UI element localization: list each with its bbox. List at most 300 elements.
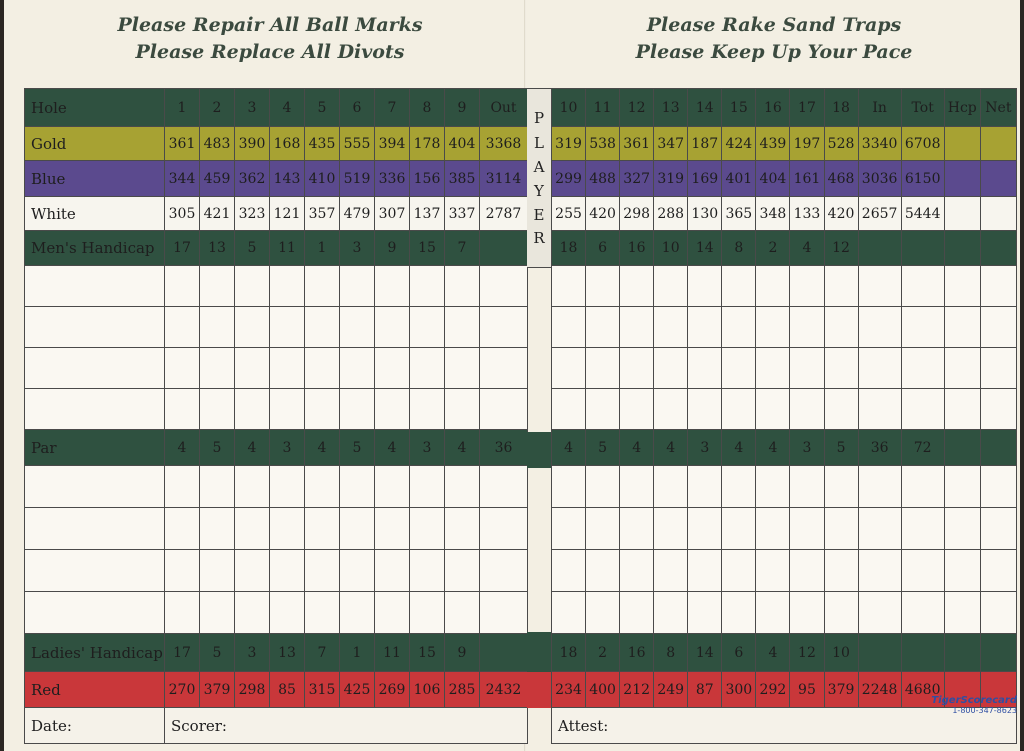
mens-handicap-row-cell: 6 xyxy=(586,231,620,266)
score-entry-cell[interactable] xyxy=(654,508,688,550)
mens-handicap-row xyxy=(552,231,1017,266)
tiger-scorecard-logo xyxy=(925,695,1017,719)
red-tee-row-cell: 285 xyxy=(445,672,480,708)
gold-tee-row-cell: 555 xyxy=(340,127,375,161)
score-entry-cell[interactable] xyxy=(410,550,445,592)
mens-handicap-row-cell xyxy=(858,231,901,266)
score-entry-cell[interactable] xyxy=(756,550,790,592)
score-entry-cell[interactable] xyxy=(305,466,340,508)
mens-handicap-row-cell: 16 xyxy=(620,231,654,266)
score-entry-cell[interactable] xyxy=(200,307,235,348)
score-entry-cell[interactable] xyxy=(165,592,200,634)
score-entry-cell[interactable] xyxy=(552,550,586,592)
mens-handicap-row-cell: 4 xyxy=(790,231,824,266)
hole-row-cell: Hcp xyxy=(944,89,980,127)
score-entry-cell[interactable] xyxy=(586,550,620,592)
score-entry-cell[interactable] xyxy=(586,348,620,389)
score-entry-cell[interactable] xyxy=(270,550,305,592)
gold-tee-row-cell: 319 xyxy=(552,127,586,161)
score-entry-cell[interactable] xyxy=(270,592,305,634)
score-entry-cell[interactable] xyxy=(858,266,901,307)
blue-tee-row-cell xyxy=(944,161,980,197)
attest-label[interactable]: Attest: xyxy=(552,708,1017,744)
player-score-row xyxy=(552,508,1017,550)
red-tee-row xyxy=(25,672,528,708)
blue-tee-row xyxy=(552,161,1017,197)
score-entry-cell[interactable] xyxy=(654,389,688,430)
score-entry-cell[interactable] xyxy=(25,266,165,307)
player-letter: E xyxy=(533,206,545,224)
ladies-handicap-row-cell xyxy=(480,634,528,672)
score-entry-cell[interactable] xyxy=(824,550,858,592)
score-entry-cell[interactable] xyxy=(480,307,528,348)
score-entry-cell[interactable] xyxy=(790,508,824,550)
par-row-cell: 36 xyxy=(480,430,528,466)
score-entry-cell[interactable] xyxy=(480,508,528,550)
score-entry-cell[interactable] xyxy=(688,508,722,550)
score-entry-cell[interactable] xyxy=(858,307,901,348)
score-entry-cell[interactable] xyxy=(480,389,528,430)
score-entry-cell[interactable] xyxy=(445,592,480,634)
score-entry-cell[interactable] xyxy=(586,307,620,348)
score-entry-cell[interactable] xyxy=(824,592,858,634)
score-entry-cell[interactable] xyxy=(410,466,445,508)
red-tee-row-cell: 2432 xyxy=(480,672,528,708)
score-entry-cell[interactable] xyxy=(552,389,586,430)
score-entry-cell[interactable] xyxy=(305,307,340,348)
par-row-cell: 4 xyxy=(165,430,200,466)
score-entry-cell[interactable] xyxy=(858,592,901,634)
score-entry-cell[interactable] xyxy=(410,592,445,634)
ladies-handicap-row-cell: 11 xyxy=(375,634,410,672)
red-band-gap xyxy=(527,672,551,708)
score-entry-cell[interactable] xyxy=(200,592,235,634)
hole-row-cell: Net xyxy=(980,89,1016,127)
score-entry-cell[interactable] xyxy=(901,508,944,550)
mens-handicap-row-cell xyxy=(901,231,944,266)
par-row-cell: 4 xyxy=(445,430,480,466)
score-entry-cell[interactable] xyxy=(901,266,944,307)
white-tee-row-cell xyxy=(980,197,1016,231)
score-entry-cell[interactable] xyxy=(305,389,340,430)
score-entry-cell[interactable] xyxy=(688,348,722,389)
score-entry-cell[interactable] xyxy=(235,550,270,592)
mens-handicap-row-cell: 13 xyxy=(200,231,235,266)
blue-tee-row-label: Blue xyxy=(25,161,165,197)
blue-tee-row-cell: 156 xyxy=(410,161,445,197)
score-entry-cell[interactable] xyxy=(722,307,756,348)
gold-tee-row-cell: 404 xyxy=(445,127,480,161)
score-entry-cell[interactable] xyxy=(270,508,305,550)
score-entry-cell[interactable] xyxy=(340,307,375,348)
gold-tee-row-label: Gold xyxy=(25,127,165,161)
score-entry-cell[interactable] xyxy=(235,466,270,508)
score-entry-cell[interactable] xyxy=(375,266,410,307)
gold-tee-row-cell: 361 xyxy=(620,127,654,161)
score-entry-cell[interactable] xyxy=(620,466,654,508)
score-entry-cell[interactable] xyxy=(305,550,340,592)
blue-tee-row-cell: 410 xyxy=(305,161,340,197)
score-entry-cell[interactable] xyxy=(824,307,858,348)
score-entry-cell[interactable] xyxy=(410,508,445,550)
score-entry-cell[interactable] xyxy=(756,508,790,550)
white-tee-row-cell: 2657 xyxy=(858,197,901,231)
score-entry-cell[interactable] xyxy=(944,592,980,634)
score-entry-cell[interactable] xyxy=(165,348,200,389)
mens-handicap-row-cell: 17 xyxy=(165,231,200,266)
blue-tee-row-cell: 488 xyxy=(586,161,620,197)
score-entry-cell[interactable] xyxy=(944,307,980,348)
player-score-row xyxy=(25,550,528,592)
score-entry-cell[interactable] xyxy=(235,266,270,307)
score-entry-cell[interactable] xyxy=(25,348,165,389)
hole-row xyxy=(552,89,1017,127)
score-entry-cell[interactable] xyxy=(980,307,1016,348)
date-label[interactable]: Date: xyxy=(25,708,165,744)
ladies-handicap-row-cell: 10 xyxy=(824,634,858,672)
score-entry-cell[interactable] xyxy=(901,389,944,430)
score-entry-cell[interactable] xyxy=(722,550,756,592)
par-band-gap xyxy=(527,432,551,468)
hole-row-cell: 7 xyxy=(375,89,410,127)
par-row-cell: 36 xyxy=(858,430,901,466)
score-entry-cell[interactable] xyxy=(858,550,901,592)
score-entry-cell[interactable] xyxy=(980,550,1016,592)
blue-tee-row-cell: 362 xyxy=(235,161,270,197)
score-entry-cell[interactable] xyxy=(620,266,654,307)
score-entry-cell[interactable] xyxy=(688,389,722,430)
mens-handicap-row-cell: 15 xyxy=(410,231,445,266)
score-entry-cell[interactable] xyxy=(25,592,165,634)
score-entry-cell[interactable] xyxy=(375,466,410,508)
score-entry-cell[interactable] xyxy=(235,307,270,348)
score-entry-cell[interactable] xyxy=(980,592,1016,634)
blue-tee-row-cell: 161 xyxy=(790,161,824,197)
blue-tee-row-cell: 299 xyxy=(552,161,586,197)
score-entry-cell[interactable] xyxy=(756,348,790,389)
score-entry-cell[interactable] xyxy=(722,508,756,550)
score-entry-cell[interactable] xyxy=(722,389,756,430)
score-entry-cell[interactable] xyxy=(552,348,586,389)
score-entry-cell[interactable] xyxy=(375,389,410,430)
score-entry-cell[interactable] xyxy=(410,307,445,348)
red-tee-row-cell: 4680 xyxy=(901,672,944,708)
score-entry-cell[interactable] xyxy=(654,592,688,634)
score-entry-cell[interactable] xyxy=(790,592,824,634)
score-entry-cell[interactable] xyxy=(980,348,1016,389)
mens-handicap-row-cell: 10 xyxy=(654,231,688,266)
red-tee-row-cell: 298 xyxy=(235,672,270,708)
score-entry-cell[interactable] xyxy=(901,466,944,508)
score-entry-cell[interactable] xyxy=(620,389,654,430)
score-entry-cell[interactable] xyxy=(654,550,688,592)
score-entry-cell[interactable] xyxy=(620,592,654,634)
score-entry-cell[interactable] xyxy=(944,508,980,550)
score-entry-cell[interactable] xyxy=(654,266,688,307)
score-entry-cell[interactable] xyxy=(586,592,620,634)
score-entry-cell[interactable] xyxy=(858,508,901,550)
score-entry-cell[interactable] xyxy=(552,307,586,348)
par-row-label: Par xyxy=(25,430,165,466)
blue-tee-row-cell: 459 xyxy=(200,161,235,197)
score-entry-cell[interactable] xyxy=(944,389,980,430)
score-entry-cell[interactable] xyxy=(790,550,824,592)
score-entry-cell[interactable] xyxy=(270,266,305,307)
header-left-line1: Please Repair All Ball Marks xyxy=(117,14,423,36)
score-entry-cell[interactable] xyxy=(165,389,200,430)
white-tee-row-cell: 255 xyxy=(552,197,586,231)
score-entry-cell[interactable] xyxy=(200,550,235,592)
player-letter: P xyxy=(533,109,545,127)
ladies-handicap-row-cell: 16 xyxy=(620,634,654,672)
score-entry-cell[interactable] xyxy=(790,389,824,430)
score-entry-cell[interactable] xyxy=(688,266,722,307)
score-entry-cell[interactable] xyxy=(410,389,445,430)
score-entry-cell[interactable] xyxy=(270,389,305,430)
front-nine-table xyxy=(24,88,528,744)
score-entry-cell[interactable] xyxy=(901,592,944,634)
score-entry-cell[interactable] xyxy=(980,466,1016,508)
par-row-cell: 5 xyxy=(824,430,858,466)
score-entry-cell[interactable] xyxy=(654,307,688,348)
score-entry-cell[interactable] xyxy=(165,550,200,592)
score-entry-cell[interactable] xyxy=(756,307,790,348)
score-entry-cell[interactable] xyxy=(480,550,528,592)
score-entry-cell[interactable] xyxy=(25,307,165,348)
scorer-label[interactable]: Scorer: xyxy=(165,708,528,744)
score-entry-cell[interactable] xyxy=(375,508,410,550)
blue-tee-row-cell: 3036 xyxy=(858,161,901,197)
score-entry-cell[interactable] xyxy=(620,508,654,550)
score-entry-cell[interactable] xyxy=(722,348,756,389)
score-entry-cell[interactable] xyxy=(901,348,944,389)
score-entry-cell[interactable] xyxy=(305,266,340,307)
mens-handicap-row-cell: 12 xyxy=(824,231,858,266)
ladies-handicap-row-cell: 8 xyxy=(654,634,688,672)
score-entry-cell[interactable] xyxy=(824,389,858,430)
score-entry-cell[interactable] xyxy=(824,508,858,550)
score-entry-cell[interactable] xyxy=(858,348,901,389)
score-entry-cell[interactable] xyxy=(235,508,270,550)
score-entry-cell[interactable] xyxy=(305,592,340,634)
score-entry-cell[interactable] xyxy=(480,348,528,389)
score-entry-cell[interactable] xyxy=(586,389,620,430)
gold-tee-row-cell: 168 xyxy=(270,127,305,161)
score-entry-cell[interactable] xyxy=(340,266,375,307)
score-entry-cell[interactable] xyxy=(552,508,586,550)
score-entry-cell[interactable] xyxy=(25,508,165,550)
score-entry-cell[interactable] xyxy=(200,389,235,430)
ladies-handicap-row-cell xyxy=(980,634,1016,672)
blue-tee-row-cell: 336 xyxy=(375,161,410,197)
red-tee-row-cell: 425 xyxy=(340,672,375,708)
score-entry-cell[interactable] xyxy=(722,592,756,634)
score-entry-cell[interactable] xyxy=(445,266,480,307)
red-tee-row-cell: 249 xyxy=(654,672,688,708)
score-entry-cell[interactable] xyxy=(375,592,410,634)
white-tee-row-cell: 298 xyxy=(620,197,654,231)
player-score-row xyxy=(552,466,1017,508)
score-entry-cell[interactable] xyxy=(688,550,722,592)
gold-tee-row xyxy=(25,127,528,161)
score-entry-cell[interactable] xyxy=(901,307,944,348)
score-entry-cell[interactable] xyxy=(586,266,620,307)
score-entry-cell[interactable] xyxy=(445,307,480,348)
score-entry-cell[interactable] xyxy=(165,266,200,307)
ladies-band-gap xyxy=(527,632,551,672)
hole-row-cell: Tot xyxy=(901,89,944,127)
mens-handicap-row-cell: 18 xyxy=(552,231,586,266)
score-entry-cell[interactable] xyxy=(756,266,790,307)
score-entry-cell[interactable] xyxy=(305,508,340,550)
score-entry-cell[interactable] xyxy=(722,466,756,508)
white-tee-row-cell: 323 xyxy=(235,197,270,231)
score-entry-cell[interactable] xyxy=(270,466,305,508)
white-tee-row-cell: 288 xyxy=(654,197,688,231)
score-entry-cell[interactable] xyxy=(790,348,824,389)
blue-tee-row-cell: 169 xyxy=(688,161,722,197)
player-score-row xyxy=(25,348,528,389)
score-entry-cell[interactable] xyxy=(340,592,375,634)
score-entry-cell[interactable] xyxy=(654,348,688,389)
par-row-cell: 4 xyxy=(235,430,270,466)
score-entry-cell[interactable] xyxy=(620,348,654,389)
score-entry-cell[interactable] xyxy=(620,550,654,592)
score-entry-cell[interactable] xyxy=(790,307,824,348)
score-entry-cell[interactable] xyxy=(270,348,305,389)
score-entry-cell[interactable] xyxy=(944,348,980,389)
player-score-row xyxy=(552,550,1017,592)
score-entry-cell[interactable] xyxy=(200,266,235,307)
score-entry-cell[interactable] xyxy=(235,389,270,430)
score-entry-cell[interactable] xyxy=(235,348,270,389)
score-entry-cell[interactable] xyxy=(165,307,200,348)
blue-tee-row-cell: 143 xyxy=(270,161,305,197)
score-entry-cell[interactable] xyxy=(552,266,586,307)
score-entry-cell[interactable] xyxy=(340,389,375,430)
score-entry-cell[interactable] xyxy=(410,348,445,389)
score-entry-cell[interactable] xyxy=(688,466,722,508)
gold-tee-row-cell: 439 xyxy=(756,127,790,161)
score-entry-cell[interactable] xyxy=(200,466,235,508)
par-row-cell xyxy=(980,430,1016,466)
score-entry-cell[interactable] xyxy=(165,508,200,550)
score-entry-cell[interactable] xyxy=(980,266,1016,307)
score-entry-cell[interactable] xyxy=(25,389,165,430)
par-row-cell xyxy=(944,430,980,466)
white-tee-row-cell: 121 xyxy=(270,197,305,231)
hole-row-cell: 1 xyxy=(165,89,200,127)
score-entry-cell[interactable] xyxy=(25,466,165,508)
gold-tee-row-cell: 347 xyxy=(654,127,688,161)
player-letter: A xyxy=(533,158,545,176)
ladies-handicap-row-cell xyxy=(858,634,901,672)
score-entry-cell[interactable] xyxy=(586,508,620,550)
score-entry-cell[interactable] xyxy=(340,466,375,508)
score-entry-cell[interactable] xyxy=(410,266,445,307)
white-tee-row xyxy=(552,197,1017,231)
score-entry-cell[interactable] xyxy=(305,348,340,389)
score-entry-cell[interactable] xyxy=(375,307,410,348)
score-entry-cell[interactable] xyxy=(756,592,790,634)
score-entry-cell[interactable] xyxy=(552,466,586,508)
mens-handicap-row-cell: 14 xyxy=(688,231,722,266)
white-tee-row-cell: 307 xyxy=(375,197,410,231)
score-entry-cell[interactable] xyxy=(858,389,901,430)
score-entry-cell[interactable] xyxy=(980,389,1016,430)
score-entry-cell[interactable] xyxy=(824,348,858,389)
score-entry-cell[interactable] xyxy=(756,466,790,508)
score-entry-cell[interactable] xyxy=(480,592,528,634)
par-row-cell: 4 xyxy=(654,430,688,466)
score-entry-cell[interactable] xyxy=(200,348,235,389)
score-entry-cell[interactable] xyxy=(375,348,410,389)
hole-row-cell: 18 xyxy=(824,89,858,127)
red-tee-row-cell: 106 xyxy=(410,672,445,708)
score-entry-cell[interactable] xyxy=(756,389,790,430)
score-entry-cell[interactable] xyxy=(586,466,620,508)
score-entry-cell[interactable] xyxy=(944,550,980,592)
score-entry-cell[interactable] xyxy=(552,592,586,634)
score-entry-cell[interactable] xyxy=(200,508,235,550)
score-entry-cell[interactable] xyxy=(235,592,270,634)
score-entry-cell[interactable] xyxy=(688,307,722,348)
score-entry-cell[interactable] xyxy=(654,466,688,508)
blue-tee-row-cell: 385 xyxy=(445,161,480,197)
blue-tee-row-cell: 344 xyxy=(165,161,200,197)
hole-row-label: Hole xyxy=(25,89,165,127)
score-entry-cell[interactable] xyxy=(858,466,901,508)
score-entry-cell[interactable] xyxy=(340,348,375,389)
score-entry-cell[interactable] xyxy=(445,348,480,389)
score-entry-cell[interactable] xyxy=(340,508,375,550)
score-entry-cell[interactable] xyxy=(824,266,858,307)
mens-handicap-row xyxy=(25,231,528,266)
score-entry-cell[interactable] xyxy=(722,266,756,307)
player-score-row xyxy=(25,466,528,508)
par-row xyxy=(552,430,1017,466)
score-entry-cell[interactable] xyxy=(944,266,980,307)
red-tee-row-cell: 2248 xyxy=(858,672,901,708)
score-entry-cell[interactable] xyxy=(480,466,528,508)
score-entry-cell[interactable] xyxy=(25,550,165,592)
score-entry-cell[interactable] xyxy=(340,550,375,592)
score-entry-cell[interactable] xyxy=(688,592,722,634)
score-entry-cell[interactable] xyxy=(270,307,305,348)
score-entry-cell[interactable] xyxy=(445,550,480,592)
score-entry-cell[interactable] xyxy=(375,550,410,592)
hole-row-cell: 6 xyxy=(340,89,375,127)
gold-tee-row-cell: 424 xyxy=(722,127,756,161)
score-entry-cell[interactable] xyxy=(980,508,1016,550)
score-entry-cell[interactable] xyxy=(620,307,654,348)
score-entry-cell[interactable] xyxy=(165,466,200,508)
score-entry-cell[interactable] xyxy=(445,466,480,508)
score-entry-cell[interactable] xyxy=(445,508,480,550)
score-entry-cell[interactable] xyxy=(480,266,528,307)
score-entry-cell[interactable] xyxy=(790,266,824,307)
par-row-cell: 3 xyxy=(410,430,445,466)
score-entry-cell[interactable] xyxy=(944,466,980,508)
ladies-handicap-row-label: Ladies' Handicap xyxy=(25,634,165,672)
score-entry-cell[interactable] xyxy=(445,389,480,430)
ladies-handicap-row-cell: 7 xyxy=(305,634,340,672)
score-entry-cell[interactable] xyxy=(790,466,824,508)
blue-tee-row-cell: 519 xyxy=(340,161,375,197)
gold-tee-row-cell: 394 xyxy=(375,127,410,161)
score-entry-cell[interactable] xyxy=(824,466,858,508)
score-entry-cell[interactable] xyxy=(901,550,944,592)
